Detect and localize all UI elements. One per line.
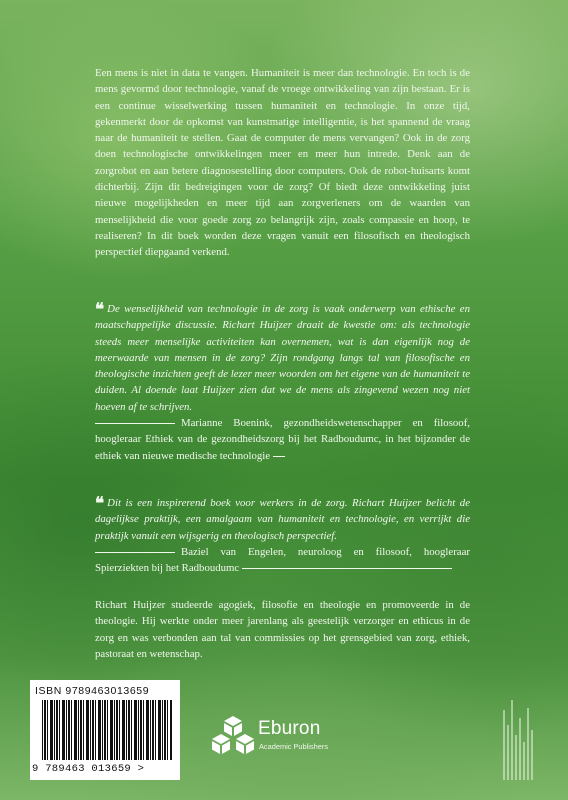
author-bio (95, 597, 470, 662)
review-quote-1-author: Marianne Boenink, gezondheidswetenschapper en filosoof, hoogleraar Ethiek van de gezondheidszorg bij het Radboudumc, in het bijzonder de ethiek van nieuwe medische technologie (95, 417, 470, 462)
attribution-end-rule (242, 568, 452, 569)
review-quote-2 (95, 495, 470, 576)
review-quote-2-attribution (95, 544, 470, 577)
quote-mark-icon: ❝ (95, 300, 105, 320)
review-quote-2-text (95, 495, 470, 544)
publisher-logo (208, 706, 338, 766)
review-quote-1 (95, 301, 470, 464)
blurb-intro-text: Een mens is niet in data te vangen. Humaniteit is meer dan technologie. En toch is de mens gevormd door technologie, vanaf de vroege ontwikkeling van zijn bestaan. Er is een continue wisselwerking tussen humaniteit en technologie. In onze tijd, gekenmerkt door de opkomst van kunstmatige intelligentie, is het spannend de vraag naar de humaniteit te stellen. Gaat de computer de mens vervangen? Ook in de zorg doen technologische ontwikkelingen meer en meer hun intrede. Denk aan de zorgrobot en aan betere diagnosestelling door computers. Ook de robot-huisarts komt dichterbij. Zijn dit bedreigingen voor de zorg? Of biedt deze ontwikkeling juist nieuwe mogelijkheden en meer tijd aan zorgverleners om de waarden van menselijkheid die voor goede zorg zo belangrijk zijn, zoals compassie en hoop, te realiseren? In dit boek worden deze vragen vanuit een filosofisch en theologisch perspectief diepgaand verkend. (95, 67, 470, 259)
author-bio-text: Richart Huijzer studeerde agogiek, filosofie en theologie en promoveerde in de theologie. Hij werkte onder meer jarenlang als geestelijk verzorger en ethicus in de zorg en was verbonden aan tal van commissies op het grensgebied van zorg, ethiek, pastoraat en wetenschap. (95, 599, 470, 660)
barcode-bars (42, 700, 172, 760)
quote-mark-icon: ❝ (95, 494, 105, 514)
review-quote-1-text (95, 301, 470, 415)
publisher-subtitle: Academic Publishers (259, 742, 329, 751)
barcode-digits: 9 789463 013659 > (32, 763, 145, 775)
review-quote-1-attribution (95, 415, 470, 464)
attribution-end-rule (273, 456, 285, 457)
blurb-intro (95, 65, 470, 261)
publisher-name: Eburon (258, 718, 321, 739)
attribution-rule (95, 552, 175, 553)
review-quote-2-body: Dit is een inspirerend boek voor werkers in de zorg. Richart Huijzer belicht de dagelijkse praktijk, een amalgaam van humaniteit en technologie, en verrijkt die praktijk vanuit een wijsgerig en theologisch perspectief. (95, 497, 470, 542)
review-quote-2-author: Baziel van Engelen, neuroloog en filosoof, hoogleraar Spierziekten bij het Radboudumc (95, 545, 470, 575)
decorative-lines-icon (494, 680, 544, 780)
review-quote-1-body: De wenselijkheid van technologie in de zorg is vaak onderwerp van ethische en maatschappelijke discussie. Richart Huijzer draait de kwestie om: als technologie steeds meer menselijke activiteiten kan overnemen, wat is dan eigenlijk nog de meerwaarde van mensen in de zorg? Zijn rondgang langs tal van filosofische en theologische inzichten geeft de lezer meer woorden om het eigene van de humaniteit te duiden. Al doende laat Huijzer zien dat we de mens als zingevend wezen nog niet hoeven af te schrijven. (95, 303, 470, 413)
eburon-cubes-icon (208, 714, 258, 762)
isbn-label: ISBN 9789463013659 (35, 685, 150, 697)
attribution-rule (95, 423, 175, 424)
isbn-barcode (30, 680, 180, 780)
